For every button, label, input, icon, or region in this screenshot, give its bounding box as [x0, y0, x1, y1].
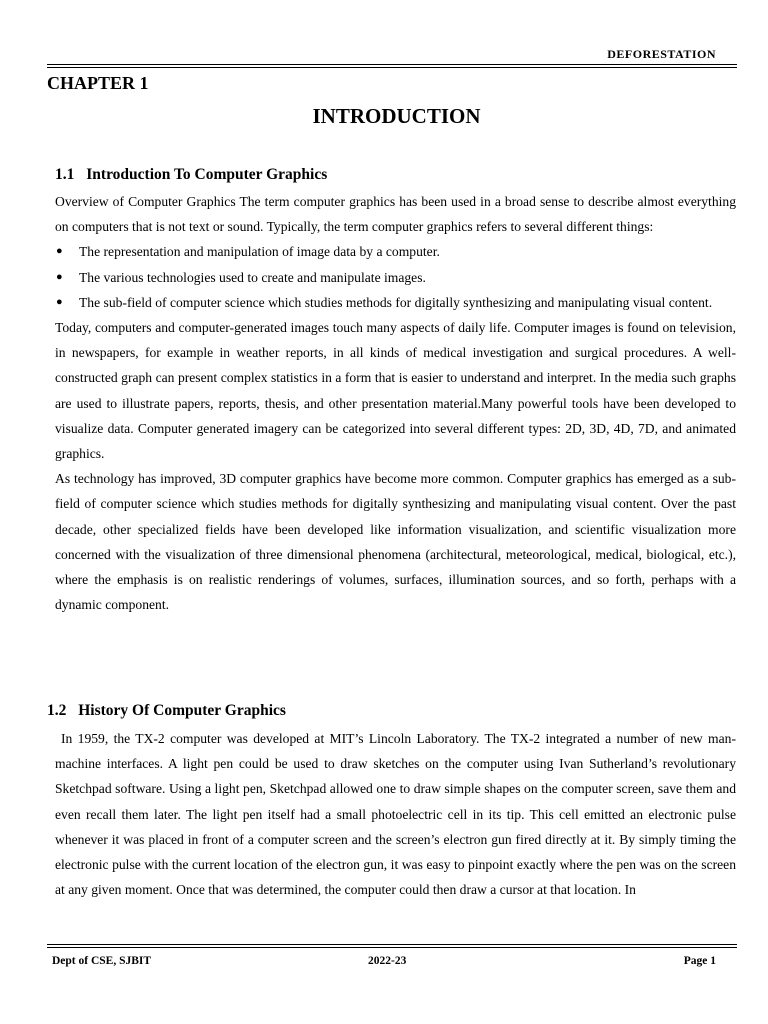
bullet-icon: ● — [56, 270, 63, 283]
list-item-text: The various technologies used to create and manipulate images. — [79, 269, 426, 285]
list-item-text: The representation and manipulation of image data by a computer. — [79, 244, 440, 260]
paragraph: In 1959, the TX-2 computer was developed at MIT’s Lincoln Laboratory. The TX-2 integrated a number of new man-machine interfaces. A light pen could be used to draw sketches on the computer using Ivan Sutherland’s revolutionary Sketchpad software. Using a light pen, Sketchpad allowed one to draw simple shapes on the computer screen, save them and even recall them later. The light pen itself had a small photoelectric cell in its tip. This cell emitted an electronic pulse whenever it was placed in front of a computer screen and the screen’s electron gun fired directly at it. By simply timing the electronic pulse with the current location of the electron gun, it was easy to pinpoint exactly where the pen was on the screen at any given moment. Once that was determined, the computer could then draw a cursor at that location. In — [55, 731, 736, 898]
section-number: 1.1 — [55, 166, 75, 183]
header-rule — [47, 64, 737, 68]
section-heading-1-1 — [55, 166, 327, 184]
page-number: Page 1 — [683, 955, 716, 967]
list-item-text: The sub-field of computer science which studies methods for digitally synthesizing and manipulating visual content. — [79, 294, 713, 310]
list-item — [55, 265, 736, 290]
list-item — [55, 290, 736, 315]
section-1-2-body — [55, 726, 736, 902]
running-header: DEFORESTATION — [607, 47, 716, 61]
footer-department: Dept of CSE, SJBIT — [52, 955, 152, 967]
section-title: Introduction To Computer Graphics — [86, 166, 328, 183]
bullet-list — [55, 239, 736, 315]
footer-year: 2022-23 — [368, 955, 407, 967]
paragraph: Today, computers and computer-generated images touch many aspects of daily life. Computer images is found on television, in newspapers, for example in weather reports, in all kinds of medical investigation and surgical procedures. A well-constructed graph can present complex statistics in a form that is easier to understand and interpret. In the media such graphs are used to illustrate papers, reports, thesis, and other presentation material.Many powerful tools have been developed to visualize data. Computer generated imagery can be categorized into several different types: 2D, 3D, 4D, 7D, and animated graphics. — [55, 320, 736, 462]
section-1-1-body — [55, 189, 736, 617]
paragraph: As technology has improved, 3D computer graphics have become more common. Computer graphics has emerged as a sub-field of computer science which studies methods for digitally synthesizing and manipulating visual content. Over the past decade, other specialized fields have been developed like information visualization, and scientific visualization more concerned with the visualization of three dimensional phenomena (architectural, meteorological, medical, biological, etc.), where the emphasis is on realistic renderings of volumes, surfaces, illumination sources, and so forth, perhaps with a dynamic component. — [55, 471, 736, 613]
footer-rule — [47, 944, 737, 948]
paragraph: Overview of Computer Graphics The term computer graphics has been used in a broad sense to describe almost everything on computers that is not text or sound. Typically, the term computer graphics refers to several different things: — [55, 194, 736, 235]
section-number: 1.2 — [47, 702, 67, 719]
list-item — [55, 239, 736, 264]
section-heading-1-2 — [47, 702, 286, 720]
chapter-title: INTRODUCTION — [312, 104, 481, 128]
bullet-icon: ● — [56, 245, 63, 258]
bullet-icon: ● — [56, 295, 63, 308]
section-title: History Of Computer Graphics — [78, 702, 286, 719]
chapter-label: CHAPTER 1 — [47, 73, 149, 93]
